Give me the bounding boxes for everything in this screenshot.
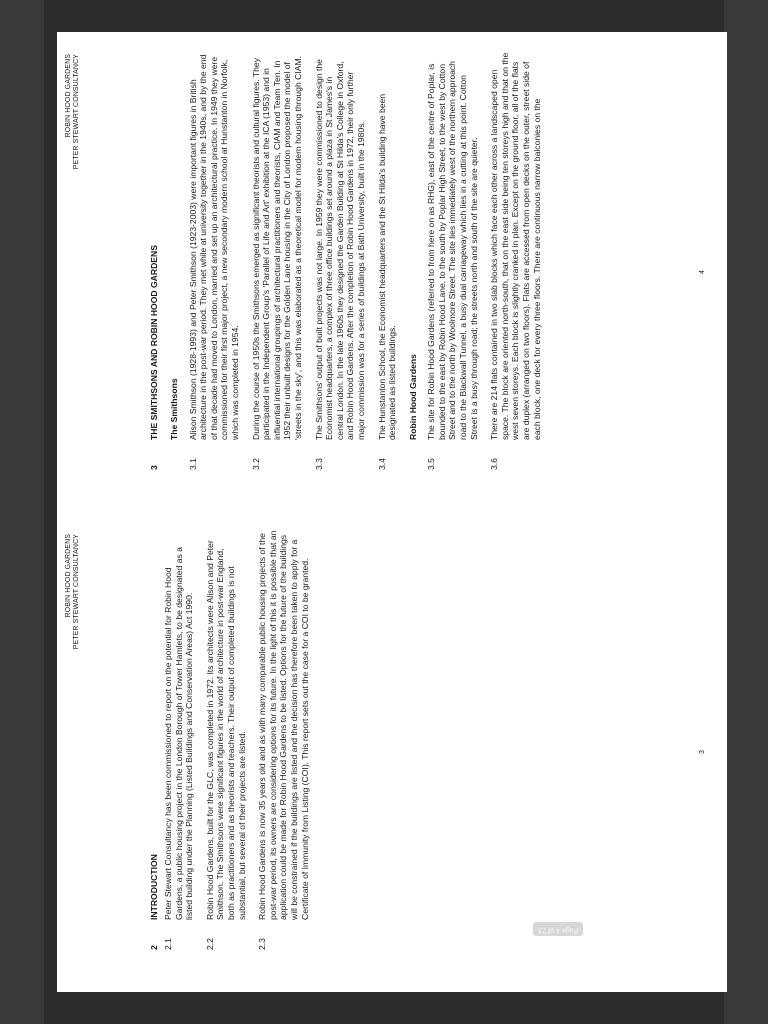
paragraph [251,50,304,470]
paragraph-number: 2.3 [257,938,268,950]
paragraph-text: Alison Smithson (1928-1993) and Peter Smithson (1923-2003) were important figures in British architecture in the post-war period. They met while at university together in the 1940s, and by the end of that decade had moved to London, married and set up an architectural practice. In 1949 they were commissioned for their first major project, a new secondary modern school at Hunstanton in Norfolk, which was completed in 1954. [187,54,240,440]
section-heading [149,245,160,470]
paragraph-text: Robin Hood Gardens, built for the GLC, was completed in 1972. Its architects were Alison and Peter Smithson. The Smithsons were significant figures in the world of architecture in post-war England, both as practitioners and as theorists and teachers. Their output of completed buildings is not substantial, but several of their projects are listed. [204,540,247,920]
paragraph [205,530,247,950]
paragraph-text: During the course of 1950s the Smithsons emerged as significant theorists and cultural figures. They participated in the Independent Group's 'Parallel of Life and Art' exhibition at the ICA (1953) and in influential international groupings of architectural practitioners and theorists, CIAM and Team Ten. In 1952 their unbuilt designs for the Golden Lane housing in the City of London proposed the model of 'streets in the sky', and this was elaborated as a theoretical model for modern housing through CIAM. [250,56,303,440]
header-subtitle: PETER STEWART CONSULTANCY [73,54,80,170]
page-body [163,50,552,470]
subheading: Robin Hood Gardens [407,354,418,440]
page-3 [57,512,727,992]
paragraph [314,50,367,470]
paragraph-text: There are 214 flats contained in two slab blocks which face each other across a landscaped open space. The block are oriented north-south, that on the east side being ten storeys high and that on the west seven storeys. Each block is slightly cranked in plan. Except on the ground floor, all of the flats are duplex (arranged on two floors). Flats are accessed from open decks on the outer, street side of each block, one deck for every three floors. There are continuous narrow balconies on the [489,52,542,440]
paragraph-text: The Hunstanton School, the Economist headquarters and the St Hilda's building have been designated as listed buildings. [376,93,398,440]
paragraph [188,50,241,470]
page-indicator-badge [533,922,583,936]
paragraph-number: 3.6 [489,458,500,470]
page-indicator-text: Page 4 of 23 [538,926,579,934]
page-body [163,530,320,950]
section-number: 2 [149,945,159,950]
paragraph-text: The site for Robin Hood Gardens (referred to from here on as RHG), east of the centre of Poplar, is bounded to the east by Robin Hood Lane, to the south by Poplar High Street, to the west by Cotton Street and to the north by Woolmore Street. The site lies immediately west of the northern approach road to the Blackwall Tunnel, a busy dual carriageway which lies in a cutting at this point. Cotton Street is a busy through road; the streets north and south of the site are quieter. [426,61,479,440]
paragraph-number: 2.2 [204,938,215,950]
page-4 [57,32,727,512]
paragraph-number: 3.1 [187,458,198,470]
paragraph-text: Robin Hood Gardens is now 35 years old and as with many comparable public housing projects of the post-war period, its owners are considering options for its future. In the light of this it is possible that an application could be made for Robin Hood Gardens to be listed. Options for the future of the buildings will be constrained if the buildings are listed and the decision has therefore been taken to apply for a Certificate of Immunity from Listing (COI). This report sets out the case for a COI to be granted. [257,530,310,920]
section-title: THE SMITHSONS AND ROBIN HOOD GARDENS [149,245,159,440]
viewer-right-margin [724,0,768,1024]
section-heading [149,854,160,950]
paragraph-text: Peter Stewart Consultancy has been commissioned to report on the potential for Robin Hood Gardens, a public housing project in the London Borough of Tower Hamlets, to be designated as a listed building under the Planning (Listed Buildings and Conservation Areas) Act 1990. [163,547,195,920]
paragraph [377,50,398,470]
subheading: The Smithsons [169,378,179,440]
rotated-page-spread [57,32,727,992]
page-header [65,54,81,169]
paragraph [426,50,479,470]
header-title: ROBIN HOOD GARDENS [65,54,72,138]
paragraph [489,50,542,470]
page-number: 3 [699,750,707,754]
paragraph-number: 2.1 [163,938,173,950]
paragraph-text: The Smithsons' output of built projects was not large. In 1959 they were commissioned to design the Economist headquarters, a complex of three office buildings set around a plaza in St James's in central London. In the late 1960s they designed the Garden Building at St Hilda's College in Oxford, and Robin Hood Gardens. After the completion of Robin Hood Gardens in 1972, their only further major commission was for a series of buildings at Bath University, built in the 1980s. [313,59,366,440]
page-number: 4 [699,270,707,274]
page-header [65,534,81,649]
paragraph [257,530,310,950]
document-page [57,32,727,992]
section-number: 3 [149,465,159,470]
paragraph-number: 3.4 [376,458,387,470]
paragraph-number: 3.2 [250,458,261,470]
paragraph-number: 3.3 [313,458,324,470]
header-subtitle: PETER STEWART CONSULTANCY [73,534,80,650]
viewer-left-margin [0,0,44,1024]
section-title: INTRODUCTION [149,854,159,920]
paragraph [163,530,195,950]
header-title: ROBIN HOOD GARDENS [65,534,72,618]
paragraph-number: 3.5 [426,458,437,470]
